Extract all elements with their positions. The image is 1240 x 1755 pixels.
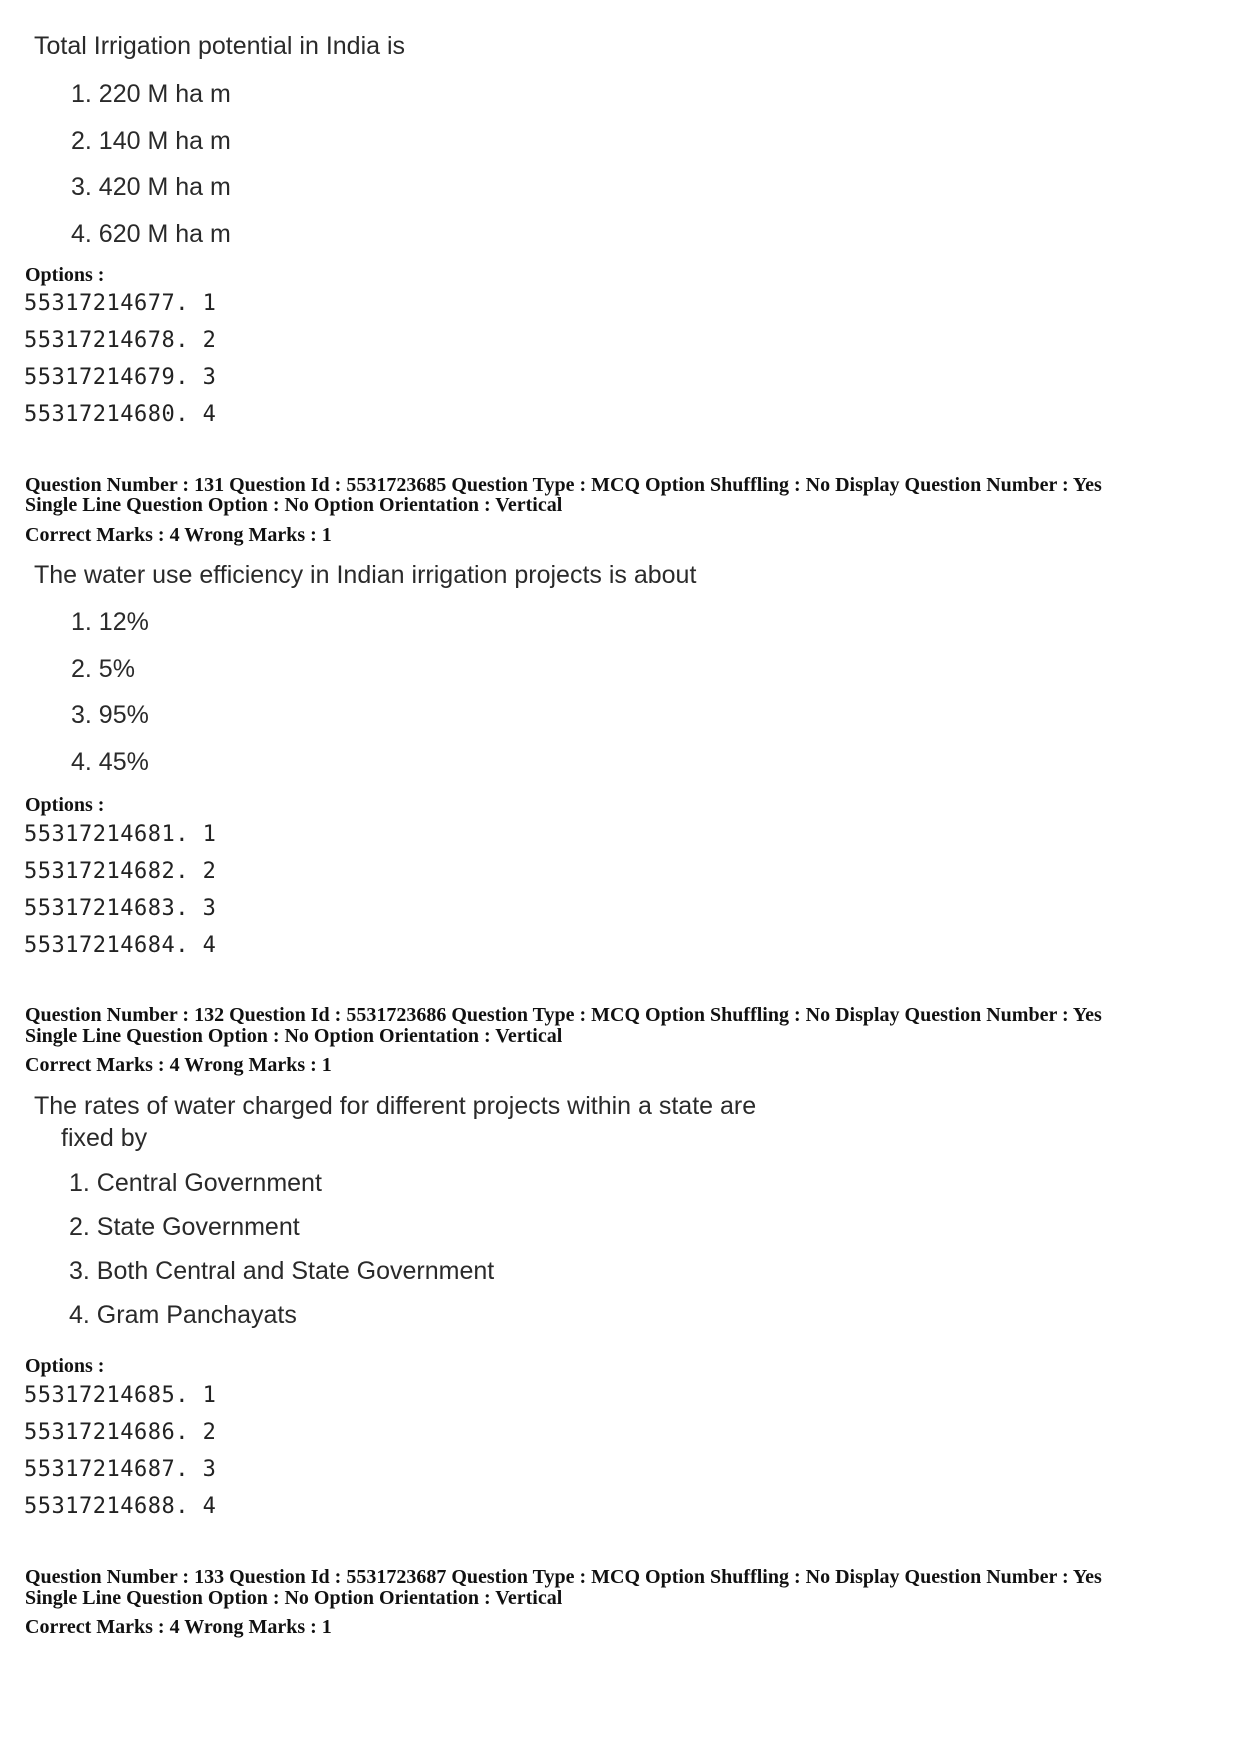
question-header-line2: Single Line Question Option : No Option Orientation : Vertical [25,1587,563,1609]
question-text: Total Irrigation potential in India is [34,32,406,60]
option-id: 55317214682. 2 [24,859,217,884]
question-header-line1: Question Number : 133 Question Id : 5531723687 Question Type : MCQ Option Shuffling : No Display Question Number : Yes [25,1566,1102,1588]
choice-2: 2. 140 M ha m [71,127,231,155]
option-id: 55317214683. 3 [24,896,217,921]
question-header-line1: Question Number : 132 Question Id : 5531723686 Question Type : MCQ Option Shuffling : No Display Question Number : Yes [25,1004,1102,1026]
option-id: 55317214681. 1 [24,822,217,847]
option-id: 55317214677. 1 [24,291,217,316]
question-header-line2: Single Line Question Option : No Option Orientation : Vertical [25,1025,563,1047]
option-id: 55317214678. 2 [24,328,217,353]
marks-line: Correct Marks : 4 Wrong Marks : 1 [25,524,332,546]
question-text-continued: fixed by [61,1124,148,1152]
choice-2: 2. State Government [69,1213,300,1241]
option-id: 55317214687. 3 [24,1457,217,1482]
options-label: Options : [25,264,105,286]
choice-3: 3. 95% [71,701,149,729]
option-id: 55317214685. 1 [24,1383,217,1408]
choice-4: 4. Gram Panchayats [69,1301,297,1329]
options-label: Options : [25,794,105,816]
question-header-line1: Question Number : 131 Question Id : 5531723685 Question Type : MCQ Option Shuffling : No Display Question Number : Yes [25,474,1102,496]
marks-line: Correct Marks : 4 Wrong Marks : 1 [25,1616,332,1638]
choice-4: 4. 620 M ha m [71,220,231,248]
options-label: Options : [25,1355,105,1377]
choice-1: 1. 220 M ha m [71,80,231,108]
option-id: 55317214684. 4 [24,933,217,958]
option-id: 55317214680. 4 [24,402,217,427]
choice-1: 1. Central Government [69,1169,322,1197]
option-id: 55317214688. 4 [24,1494,217,1519]
choice-2: 2. 5% [71,655,135,683]
choice-3: 3. Both Central and State Government [69,1257,495,1285]
choice-1: 1. 12% [71,608,149,636]
choice-3: 3. 420 M ha m [71,173,231,201]
option-id: 55317214679. 3 [24,365,217,390]
question-header-line2: Single Line Question Option : No Option Orientation : Vertical [25,494,563,516]
choice-4: 4. 45% [71,748,149,776]
option-id: 55317214686. 2 [24,1420,217,1445]
question-text: The water use efficiency in Indian irrigation projects is about [34,561,697,589]
question-text: The rates of water charged for different projects within a state are [34,1092,757,1120]
marks-line: Correct Marks : 4 Wrong Marks : 1 [25,1054,332,1076]
